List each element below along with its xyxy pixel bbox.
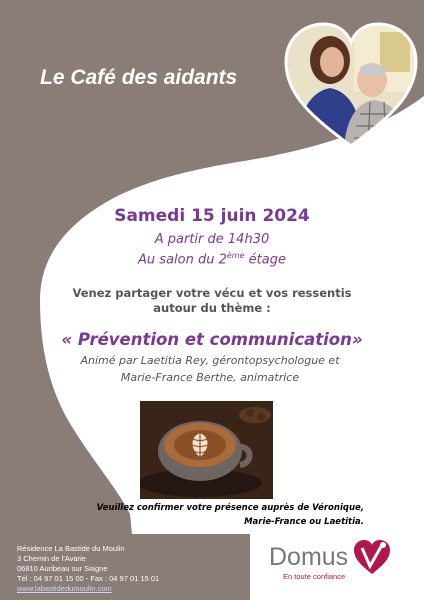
- logo-heart-icon: [353, 539, 391, 575]
- confirmation-text: [44, 501, 364, 529]
- event-place-sup: ème: [226, 251, 245, 260]
- website-link[interactable]: www.labastidedumoulin.com: [17, 584, 112, 593]
- event-place-suffix: étage: [244, 252, 286, 268]
- animators-line-1: Animé par Laetitia Rey, gérontopsychologue et: [80, 354, 340, 367]
- address-block: [17, 544, 159, 594]
- domusvi-logo: [265, 539, 405, 585]
- confirmation-line-1: Veuillez confirmer votre présence auprès de Véronique,: [96, 503, 364, 513]
- animators-line-2: Marie-France Berthe, animatrice: [120, 371, 300, 384]
- residence-name: Résidence La Bastide du Moulin: [17, 544, 125, 553]
- animators-text: [60, 352, 360, 386]
- invite-text: Venez partager votre vécu et vos ressentis autour du thème :: [72, 286, 352, 315]
- phone-fax: Tél : 04 97 01 15 00 - Fax : 04 97 01 15 01: [17, 574, 160, 583]
- coffee-cup-image: [140, 401, 273, 499]
- event-place: [0, 251, 424, 267]
- confirmation-line-2: Marie-France ou Laetitia.: [244, 517, 364, 527]
- street-address: 3 Chemin de l'Avarie: [17, 554, 86, 563]
- logo-wordmark: Domus: [269, 543, 349, 571]
- heart-photo-image: [284, 22, 418, 148]
- event-time: A partir de 14h30: [154, 232, 270, 247]
- event-place-prefix: Au salon du 2: [138, 252, 227, 268]
- logo-tagline: En toute confiance: [283, 572, 346, 581]
- event-date: Samedi 15 juin 2024: [114, 206, 310, 226]
- theme-title: « Prévention et communication»: [61, 330, 363, 349]
- page-title: Le Café des aidants: [40, 66, 238, 89]
- city-address: 06810 Auribeau sur Siagne: [17, 564, 108, 573]
